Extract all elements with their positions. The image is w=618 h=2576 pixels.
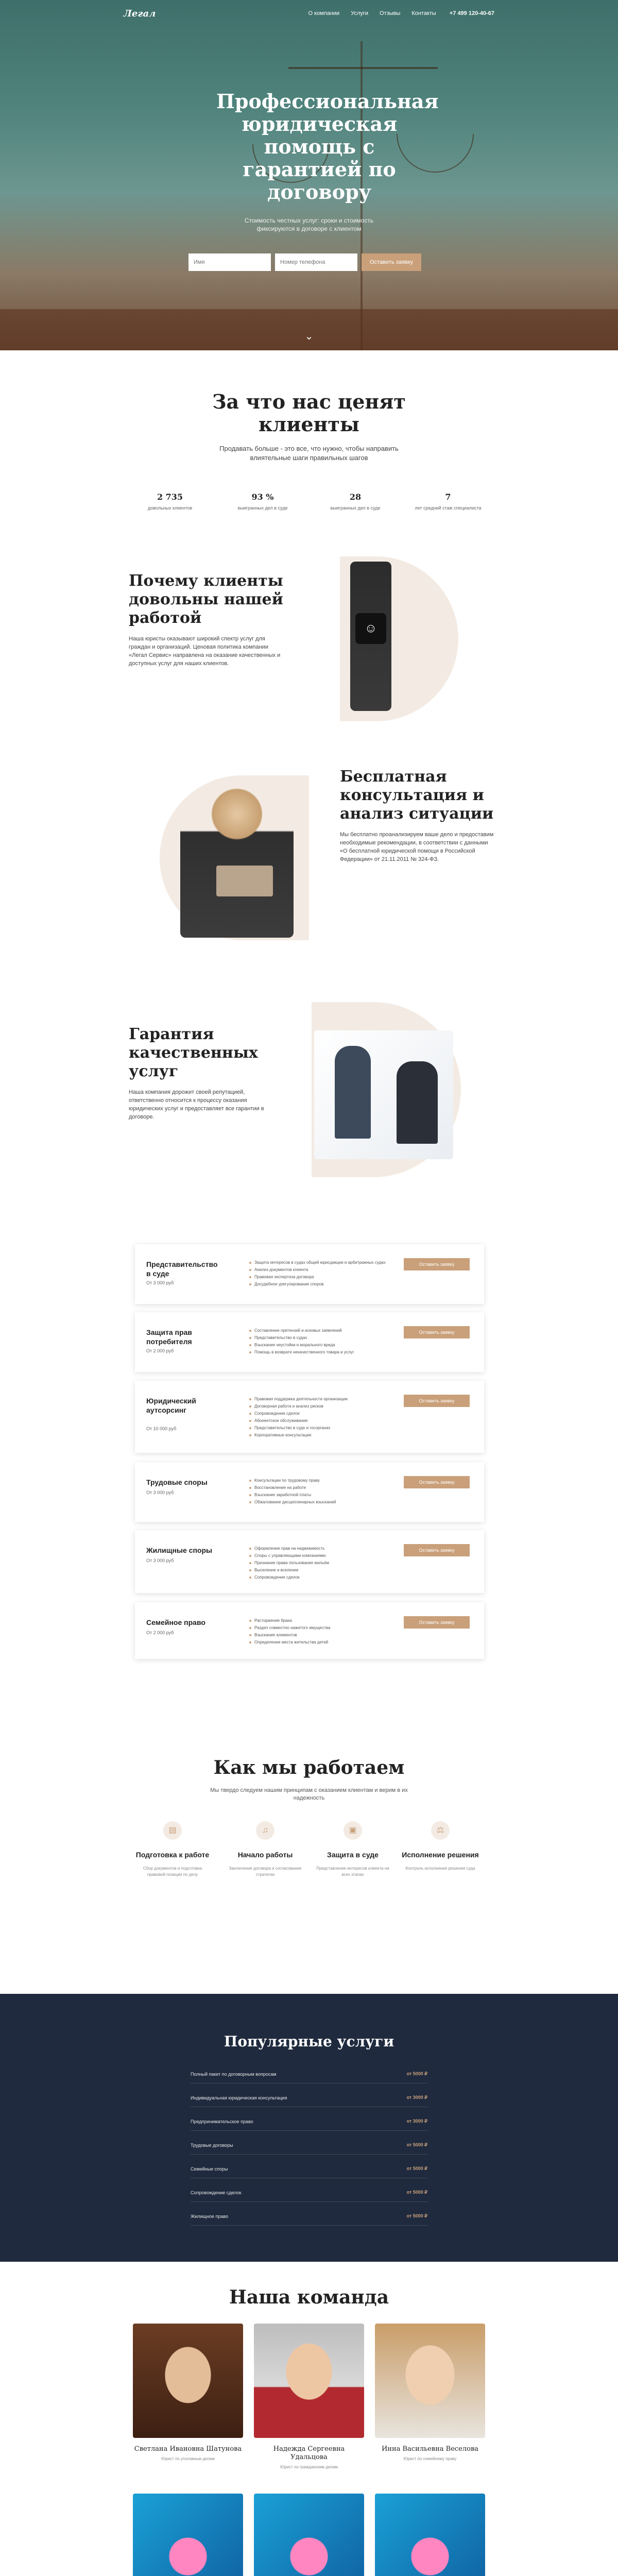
team-member: [375, 2324, 485, 2461]
member-role: Юрист по семейному праву: [403, 2456, 457, 2461]
service-price: От 2 000 руб: [146, 1348, 174, 1353]
service-price: От 10 000 руб: [146, 1426, 177, 1431]
service-points: [249, 1546, 388, 1582]
member-photo: [133, 2324, 243, 2438]
service-title: Трудовые споры: [146, 1478, 208, 1486]
service-point: Оформление прав на недвижимость: [249, 1546, 388, 1552]
feature-text: Мы бесплатно проанализируем ваше дело и предоставим необходимые рекомендации, в соответствии с данными «О бесплатной юридической помощи в Российской Федерации» от 21.11.2011 № 324-ФЗ.: [340, 832, 494, 862]
stats-row: [134, 492, 484, 511]
stat-label: довольных клиентов: [147, 505, 193, 511]
step-title: Исполнение решения: [402, 1851, 479, 1859]
service-point: Обжалование дисциплинарных взысканий: [249, 1499, 388, 1505]
step-text: Сбор документов и подготовка правовой позиции по делу: [143, 1866, 202, 1877]
service-price: От 3 000 руб: [146, 1490, 174, 1495]
step-item: [402, 1821, 479, 1872]
service-card: [135, 1462, 484, 1522]
smile-icon: ☺: [355, 613, 386, 644]
popular-service-name: Семейные споры: [191, 2166, 228, 2172]
nav-item-about[interactable]: О компании: [308, 10, 340, 16]
service-point: Абонентское обслуживание: [249, 1418, 388, 1424]
service-price: От 2 000 руб: [146, 1630, 174, 1635]
service-point: Сопровождение сделок: [249, 1574, 388, 1581]
service-price: От 3 000 руб: [146, 1280, 174, 1285]
person-image: [397, 1061, 438, 1144]
service-title: Жилищные споры: [146, 1546, 212, 1554]
step-title: Подготовка к работе: [135, 1851, 210, 1859]
stat-label: лет средний стаж специалиста: [415, 505, 482, 511]
feature-title: Гарантия качественных услуг: [129, 1025, 258, 1080]
service-point: Корпоративные консультации: [249, 1432, 388, 1438]
service-request-button[interactable]: Оставить заявку: [404, 1616, 470, 1629]
bell-icon: ♫: [256, 1821, 274, 1840]
service-points: [249, 1396, 388, 1439]
popular-row[interactable]: [191, 2112, 427, 2131]
service-point: Правовая поддержка деятельности организации: [249, 1396, 388, 1402]
service-point: Раздел совместно нажитого имущества: [249, 1625, 388, 1631]
service-point: Представительство в судах: [249, 1335, 388, 1341]
why-title: За что нас ценят клиенты: [212, 390, 406, 436]
popular-service-price: от 3000 ₽: [406, 2095, 427, 2100]
member-role: Юрист по уголовным делам: [161, 2456, 215, 2461]
service-point: Выселение и вселение: [249, 1567, 388, 1573]
popular-service-price: от 3000 ₽: [406, 2119, 427, 2124]
stat-value: 7: [445, 492, 451, 502]
popular-row[interactable]: [191, 2089, 427, 2107]
member-photo: [254, 2494, 364, 2576]
step-item: [227, 1821, 304, 1878]
feature-title: Почему клиенты довольны нашей работой: [129, 572, 283, 627]
stat-item: [412, 492, 484, 511]
service-card: [135, 1530, 484, 1593]
member-photo: [375, 2324, 485, 2438]
service-point: Составление претензий и исковых заявлений: [249, 1328, 388, 1334]
service-point: Споры с управляющими компаниями: [249, 1553, 388, 1559]
team-member: [375, 2494, 485, 2576]
hero-lead: Стоимость честных услуг: сроки и стоимость фиксируются в договоре с клиентом: [244, 217, 374, 232]
stat-value: 93 %: [251, 492, 274, 502]
service-points: [249, 1260, 388, 1289]
handshake-image: [314, 1030, 453, 1159]
header-phone[interactable]: +7 499 120-40-67: [449, 10, 494, 16]
popular-row[interactable]: [191, 2207, 427, 2226]
popular-service-price: от 5000 ₽: [406, 2166, 427, 2171]
hero-title: Профессиональная юридическая помощь с гарантией по договору: [216, 90, 439, 204]
feature-satisfaction: [129, 572, 283, 668]
service-card: [135, 1312, 484, 1372]
popular-service-price: от 5000 ₽: [406, 2190, 427, 2195]
service-title: Защита прав потребителя: [146, 1328, 192, 1346]
feature-title: Бесплатная консультация и анализ ситуации: [340, 768, 494, 823]
popular-row[interactable]: [191, 2136, 427, 2155]
logo[interactable]: Легал: [124, 8, 156, 19]
popular-service-price: от 5000 ₽: [406, 2071, 427, 2076]
hero-submit-button[interactable]: Оставить заявку: [362, 253, 421, 271]
team-member: [254, 2324, 364, 2469]
person-image: [335, 1046, 371, 1139]
member-photo: [375, 2494, 485, 2576]
service-title: Юридический аутсорсинг: [146, 1397, 196, 1414]
popular-service-name: Трудовые договоры: [191, 2142, 233, 2148]
popular-service-price: от 5000 ₽: [406, 2142, 427, 2147]
woman-laptop-image: [180, 773, 294, 938]
service-card: [135, 1602, 484, 1659]
stat-item: [227, 492, 299, 511]
popular-service-name: Жилищное право: [191, 2213, 229, 2219]
ticket-icon: ▣: [344, 1821, 362, 1840]
service-point: Правовая экспертиза договора: [249, 1274, 388, 1280]
step-text: Заключение договора и согласование стратегии: [229, 1866, 302, 1877]
step-item: [134, 1821, 211, 1878]
service-request-button[interactable]: Оставить заявку: [404, 1326, 470, 1338]
service-point: Взыскание неустойки и морального вреда: [249, 1342, 388, 1348]
service-point: Расторжение брака: [249, 1618, 388, 1624]
service-point: Анализ документов клиента: [249, 1267, 388, 1273]
service-point: Представительство в суде и госорганах: [249, 1425, 388, 1431]
stat-value: 2 735: [157, 492, 183, 502]
team-title: Наша команда: [229, 2286, 389, 2308]
service-request-button[interactable]: Оставить заявку: [404, 1258, 470, 1270]
nav-item-reviews[interactable]: Отзывы: [380, 10, 401, 16]
feature-text: Наша компания дорожит своей репутацией, ответственно относится к процессу оказания юридических услуг и предоставляет все гарантии в договоре.: [129, 1089, 264, 1120]
service-request-button[interactable]: Оставить заявку: [404, 1395, 470, 1407]
member-role: Юрист по гражданским делам: [280, 2465, 338, 2469]
step-text: Представление интересов клиента на всех этапах: [316, 1866, 389, 1877]
stat-label: выигранных дел в суде: [237, 505, 288, 511]
service-request-button[interactable]: Оставить заявку: [404, 1476, 470, 1488]
service-point: Восстановление на работе: [249, 1485, 388, 1491]
popular-service-name: Полный пакет по договорным вопросам: [191, 2071, 277, 2077]
service-point: Определение места жительства детей: [249, 1639, 388, 1646]
nav-item-contacts[interactable]: Контакты: [411, 10, 436, 16]
why-subtitle: Продавать больше - это все, что нужно, чтобы направить влиятельные шаги правильных шагов: [219, 445, 399, 462]
popular-service-name: Сопровождение сделок: [191, 2190, 242, 2195]
feature-text: Наша юристы оказывают широкий спектр услуг для граждан и организаций. Ценовая политика компании «Легал Сервис» направлена на оказание качественных и доступных услуг для наших клиентов.: [129, 636, 281, 667]
service-point: Сопровождение сделок: [249, 1411, 388, 1417]
popular-row[interactable]: [191, 2160, 427, 2178]
service-request-button[interactable]: Оставить заявку: [404, 1544, 470, 1556]
stat-item: [134, 492, 206, 511]
popular-service-name: Индивидуальная юридическая консультация: [191, 2095, 287, 2100]
service-point: Взыскание заработной платы: [249, 1492, 388, 1498]
step-title: Начало работы: [237, 1851, 293, 1859]
popular-services-section: [0, 1994, 618, 2262]
service-points: [249, 1478, 388, 1506]
phone-hand-image: [350, 562, 391, 711]
popular-row[interactable]: [191, 2183, 427, 2202]
team-member: [133, 2324, 243, 2461]
service-point: Признание права пользования жильём: [249, 1560, 388, 1566]
service-card: [135, 1244, 484, 1304]
step-title: Защита в суде: [327, 1851, 379, 1859]
popular-service-price: от 5000 ₽: [406, 2213, 427, 2218]
member-photo: [133, 2494, 243, 2576]
team-member: [254, 2494, 364, 2576]
laptop-image: [216, 866, 273, 896]
service-point: Помощь в возврате некачественного товара и услуг: [249, 1349, 388, 1355]
service-point: Договорная работа и анализ рисков: [249, 1403, 388, 1410]
service-point: Досудебное урегулирование споров: [249, 1281, 388, 1287]
stat-label: выигранных дел в суде: [330, 505, 381, 511]
how-title: Как мы работаем: [213, 1757, 405, 1778]
member-photo: [254, 2324, 364, 2438]
stat-item: [319, 492, 391, 511]
how-subtitle: Мы твердо следуем нашим принципам с оказанием клиентам и верим в их надежность: [210, 1787, 408, 1801]
step-item: [314, 1821, 391, 1878]
service-title: Представительство в суде: [146, 1260, 218, 1278]
gavel-icon: ⚖: [431, 1821, 450, 1840]
popular-row[interactable]: [191, 2065, 427, 2083]
popular-title: Популярные услуги: [224, 2033, 394, 2050]
service-point: Консультации по трудовому праву: [249, 1478, 388, 1484]
service-card: [135, 1381, 484, 1453]
service-points: [249, 1618, 388, 1647]
service-price: От 3 000 руб: [146, 1558, 174, 1563]
chevron-down-icon[interactable]: ⌄: [304, 331, 314, 342]
feature-free-consultation: [340, 768, 494, 863]
service-title: Семейное право: [146, 1618, 205, 1626]
step-text: Контроль исполнения решения суда: [405, 1866, 475, 1871]
stat-value: 28: [349, 492, 362, 502]
service-point: Защита интересов в судах общей юрисдикции и арбитражных судах: [249, 1260, 388, 1266]
member-name: Инна Васильевна Веселова: [381, 2445, 479, 2453]
nav-item-services[interactable]: Услуги: [351, 10, 369, 16]
document-icon: ▤: [163, 1821, 182, 1840]
team-member: [133, 2494, 243, 2576]
member-name: Светлана Ивановна Шатунова: [134, 2445, 242, 2453]
service-point: Взыскание алиментов: [249, 1632, 388, 1638]
member-name: Надежда Сергеевна Удальцова: [273, 2445, 345, 2461]
feature-guarantee: [129, 1025, 273, 1121]
service-points: [249, 1328, 388, 1357]
popular-service-name: Предпринимательское право: [191, 2119, 253, 2124]
